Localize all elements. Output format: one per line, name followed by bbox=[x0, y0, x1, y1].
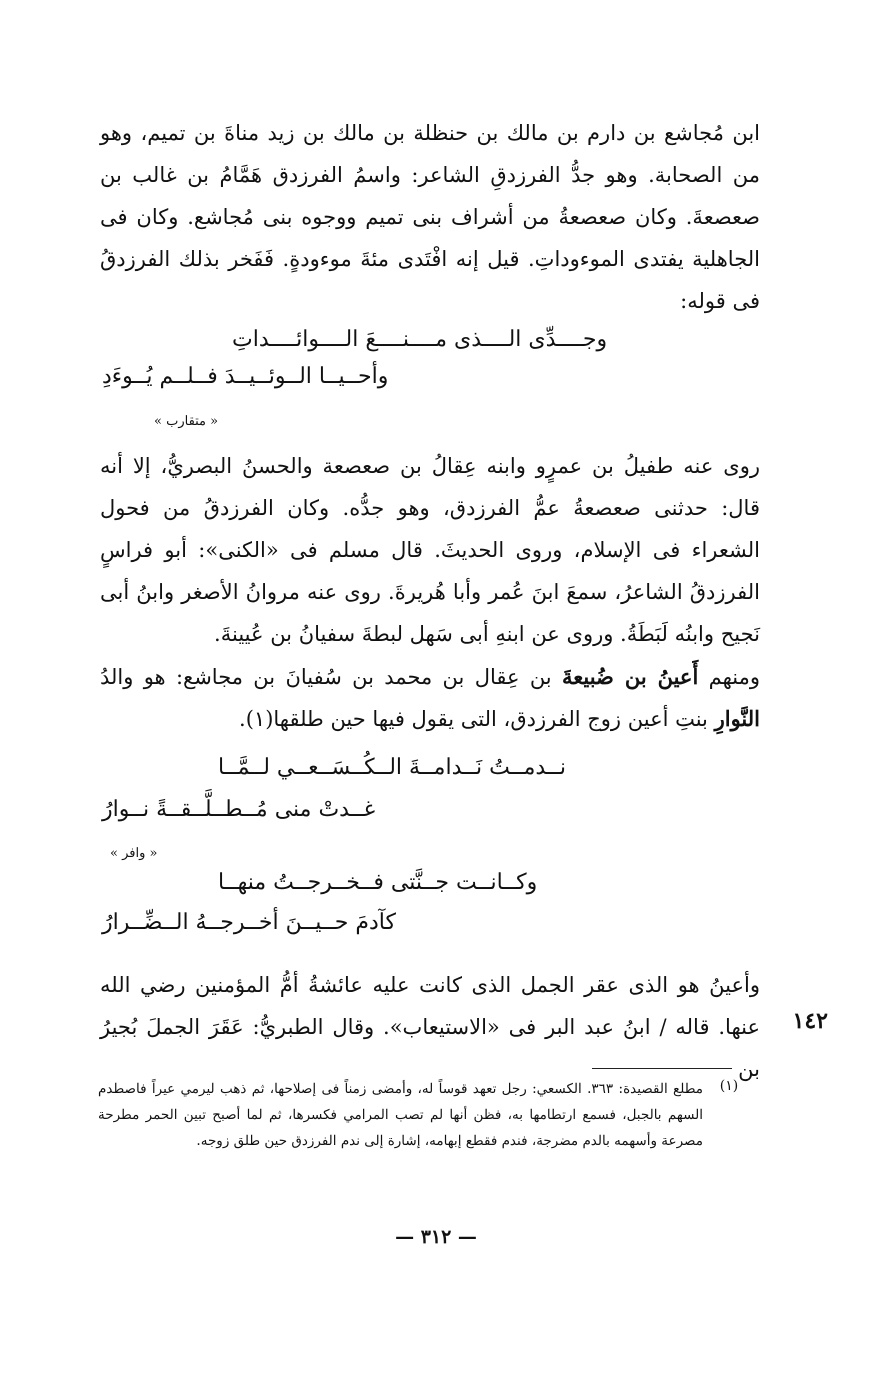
verse-1-second-hemistich: وأحــيــا الــوئــيــدَ فــلــم يُــوءَدِ bbox=[102, 364, 389, 389]
paragraph-aayan-end: بنتِ أعين زوج الفرزدق، التى يقول فيها حين طلقها(١). bbox=[239, 707, 715, 731]
paragraph-aayan bbox=[100, 656, 760, 740]
paragraph-camel-text: وأعينُ هو الذى عقر الجمل الذى كانت عليه عائشةُ أمُّ المؤمنين رضي الله عنها. قاله / ابنُ عبد البر فى «الاستيعاب». وقال الطبريُّ: عَقَرَ الجملَ بُجيرُ بن bbox=[100, 973, 760, 1081]
verse-3-first-hemistich: وكــانــت جــنَّتى فــخــرجــتُ منهــا bbox=[218, 870, 538, 895]
person-name-nawar: النَّوارِ bbox=[714, 706, 760, 731]
paragraph-narration-text: روى عنه طفيلُ بن عمرٍو وابنه عِقالُ بن صعصعة والحسنُ البصريُّ، إلا أنه قال: حدثنى صعصعةُ عمُّ الفرزدق، وهو جدُّه. وكان الفرزدقُ من فحول الشعراء فى الإسلام، وروى الحديثَ. قال مسلم فى «الكنى»: أبو فراسٍ الفرزدقُ الشاعرُ، سمعَ ابنَ عُمر وأبا هُريرةَ. روى عنه مروانُ الأصغر وابنُ أبى نَجيح وابنُه لَبَطَةُ. وروى عن ابنهِ أبى سَهل لبطةَ سفيانُ بن عُيينةَ. bbox=[100, 454, 760, 646]
verse-2-second-hemistich: غــدتْ منى مُــطــلَّــقــةً نــوارُ bbox=[102, 797, 376, 822]
margin-page-reference: ١٤٢ bbox=[792, 1008, 828, 1034]
footnote-separator bbox=[592, 1068, 732, 1069]
paragraph-narration bbox=[100, 445, 760, 655]
paragraph-lineage bbox=[100, 112, 760, 322]
page-number: — ٣١٢ — bbox=[395, 1226, 477, 1248]
paragraph-aayan-rest: بن عِقال بن محمد بن سُفيانَ بن مجاشع: هو والدُ bbox=[100, 665, 562, 689]
meter-label-mutaqarib: « متقارب » bbox=[154, 414, 219, 429]
verse-3-second-hemistich: كآدمَ حــيــنَ أخــرجــهُ الــضِّــرارُ bbox=[102, 910, 396, 935]
verse-1-first-hemistich: وجــــدِّى الــــذى مــــنــــعَ الــــوائــــداتِ bbox=[232, 327, 608, 352]
verse-2-first-hemistich: نــدمــتُ نَــدامــةَ الــكُــسَــعــي لــمَّــا bbox=[218, 755, 566, 780]
footnote-number: (١) bbox=[719, 1078, 739, 1094]
footnote-text: مطلع القصيدة: ٣٦٣. الكسعي: رجل تعهد قوساً له، وأمضى زمناً فى إصلاحها، ثم ذهب ليرمي عيراً فاصطدم السهم بالجبل، فسمع ارتطامها به، فظن أنها لم تصب المرامي فكسرها، ثم لما أصبح تبين الحمر مطرحة مصرعة وأسهمه بالدم مضرجة، فندم فقطع إبهامه، إشارة إلى ندم الفرزدق حين طلق زوجه. bbox=[98, 1081, 703, 1149]
meter-label-wafir: « وافر » bbox=[110, 846, 158, 861]
paragraph-camel bbox=[100, 964, 760, 1090]
paragraph-aayan-lead: ومنهم bbox=[698, 665, 760, 689]
person-name-aayan: أَعينُ بن ضُبيعةَ bbox=[561, 664, 699, 689]
paragraph-lineage-text: ابن مُجاشع بن دارم بن مالك بن حنظلة بن مالك بن زيد مناةَ بن تميم، وهو من الصحابة. وهو جدُّ الفرزدقِ الشاعر: واسمُ الفرزدق هَمَّامُ بن غالب بن صعصعةَ. وكان صعصعةُ من أشراف بنى تميم ووجوه بنى مُجاشع. وكان فى الجاهلية يفتدى الموءوداتِ. قيل إنه افْتَدى مئةَ موءودةٍ. فَفَخر بذلك الفرزدقُ فى قوله: bbox=[100, 121, 760, 313]
